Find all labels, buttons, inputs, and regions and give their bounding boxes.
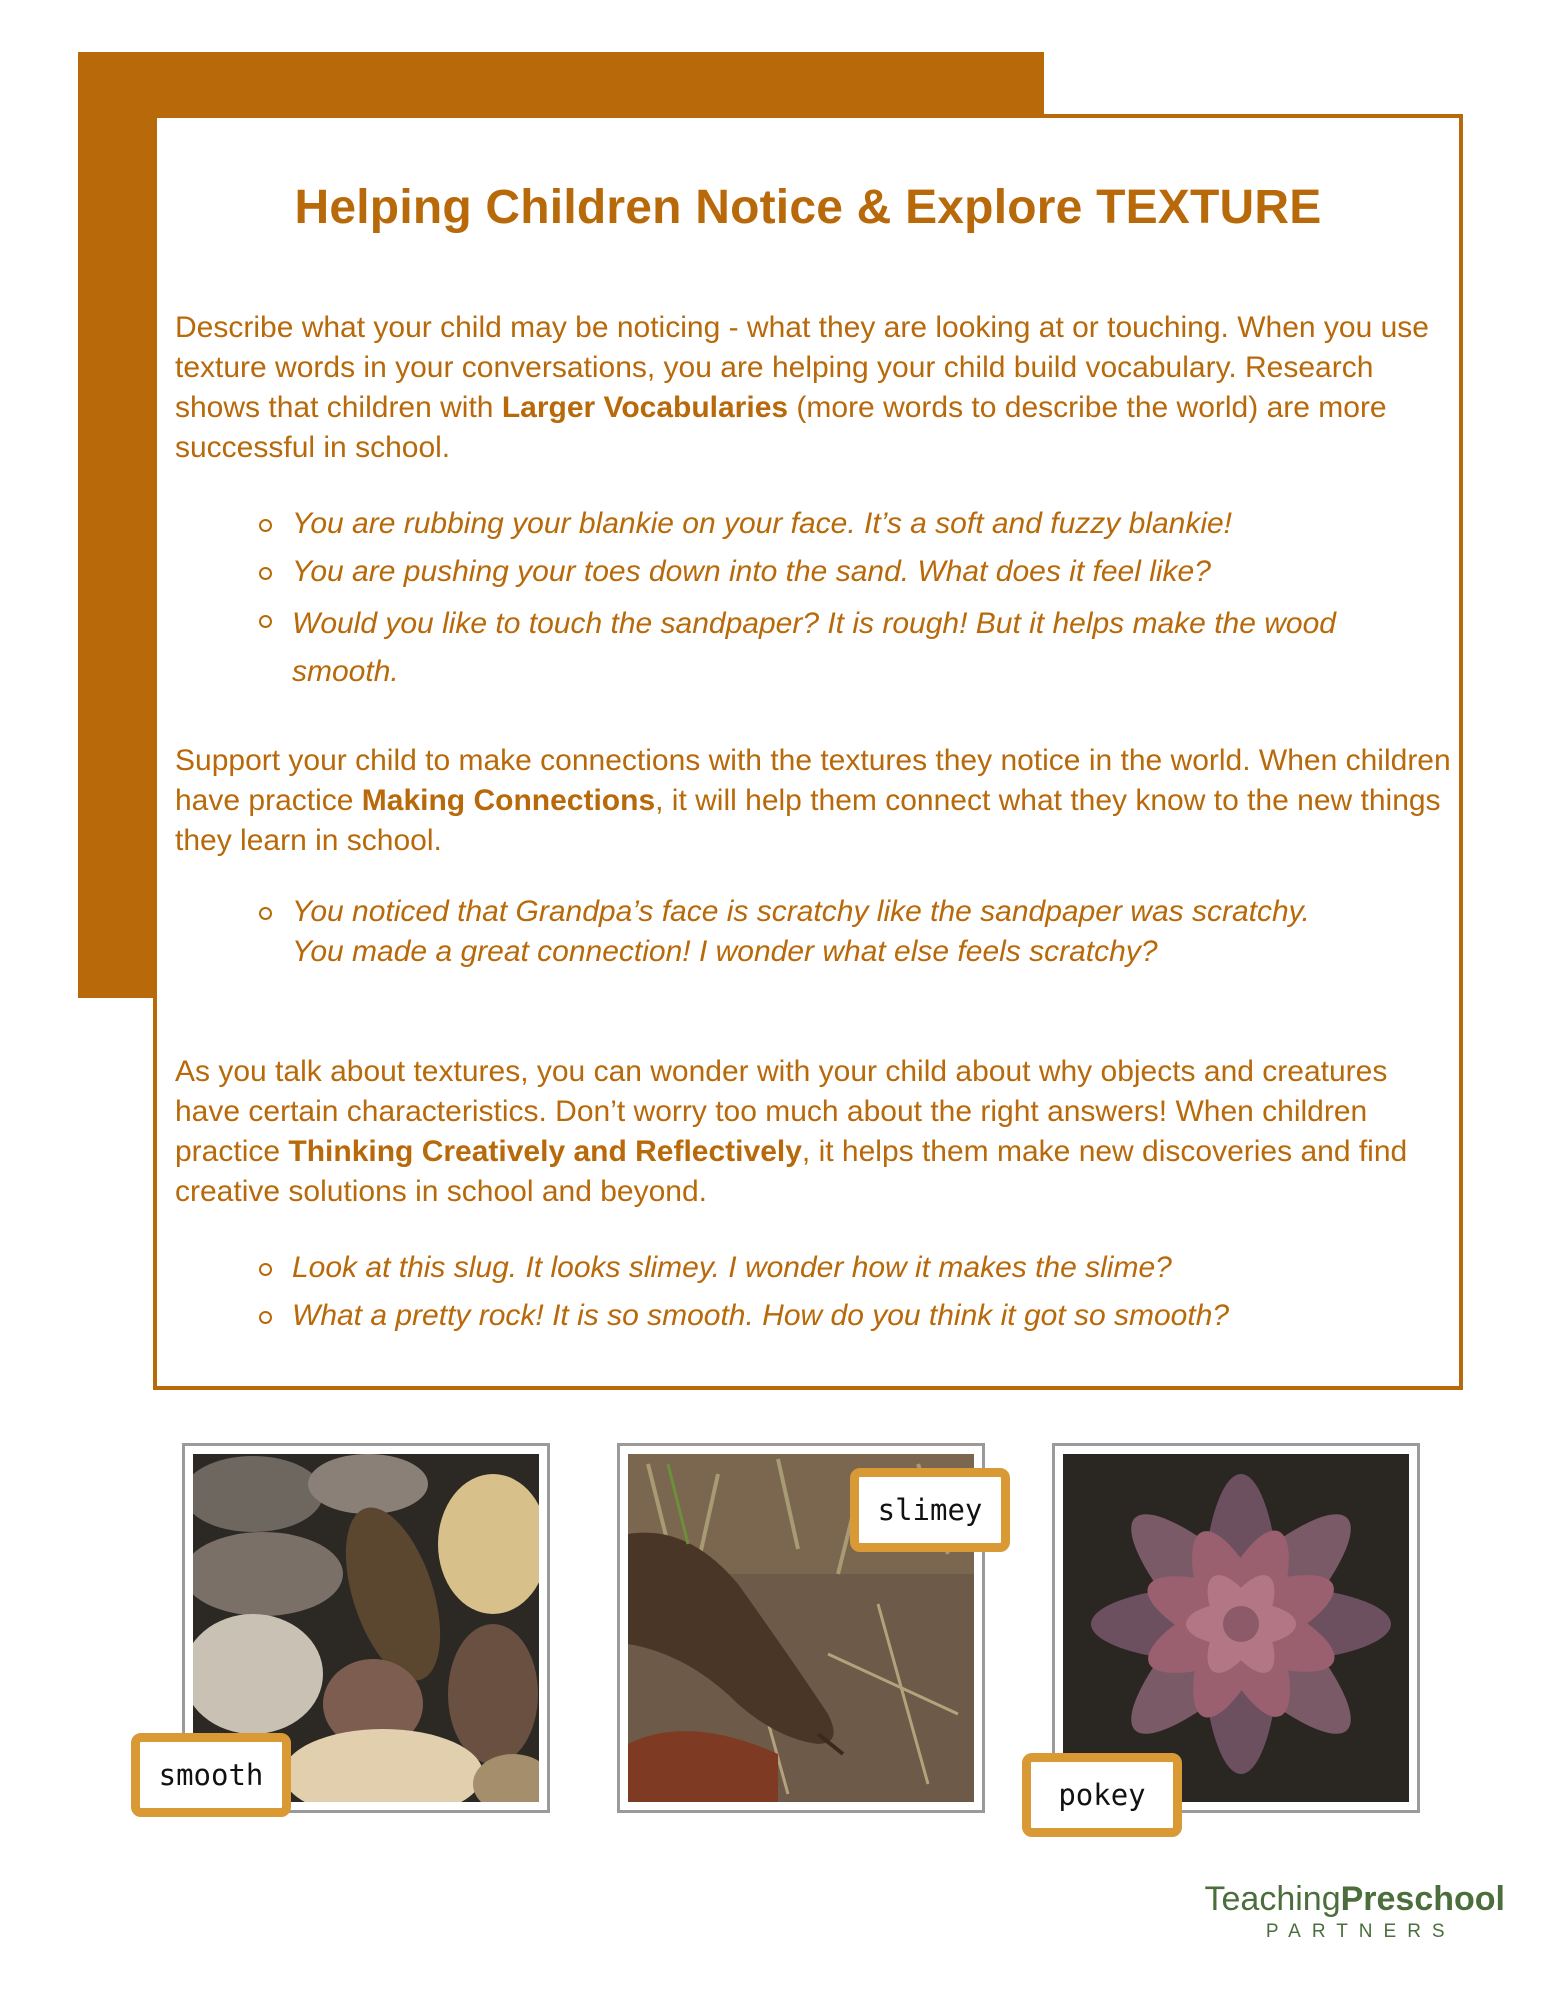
content-card — [153, 114, 1463, 1390]
paragraph-text: Describe what your child may be noticing - what they are looking at or touching. When you use texture words in your conversations, you are helping your child build vocabulary. Research shows that children with — [175, 311, 1429, 424]
example-list — [157, 1248, 1412, 1336]
key-term: Making Connections — [361, 784, 656, 817]
paragraph-text: , it will help them connect what they know to the new things they learn in school. — [175, 784, 1441, 857]
texture-label-tag: slimey — [850, 1468, 1010, 1552]
creative-paragraph — [175, 1052, 1455, 1212]
list-item: You are pushing your toes down into the sand. What does it feel like? — [157, 552, 1412, 592]
succulent-image — [1063, 1454, 1409, 1802]
list-item: Would you like to touch the sandpaper? It is rough! But it helps make the wood smooth. — [157, 600, 1412, 696]
paragraph-text: , it helps them make new discoveries and find creative solutions in school and beyond. — [175, 1135, 1408, 1208]
example-list — [157, 504, 1412, 704]
intro-paragraph — [175, 308, 1455, 468]
paragraph-text: Support your child to make connections with the textures they notice in the world. When children have practice — [175, 744, 1451, 817]
brand-logo — [1205, 1880, 1506, 1943]
texture-label-tag: pokey — [1022, 1753, 1182, 1837]
logo-wordmark — [1205, 1880, 1506, 1919]
logo-subtitle: PARTNERS — [1265, 1921, 1456, 1942]
logo-word: Preschool — [1340, 1880, 1505, 1918]
logo-word: Teaching — [1204, 1880, 1341, 1918]
example-list — [157, 892, 1332, 972]
list-item: You noticed that Grandpa’s face is scratchy like the sandpaper was scratchy. You made a great connection! I wonder what else feels scratchy? — [157, 892, 1332, 972]
connections-paragraph — [175, 741, 1455, 861]
key-term: Thinking Creatively and Reflectively — [288, 1135, 802, 1168]
list-item: You are rubbing your blankie on your face. It’s a soft and fuzzy blankie! — [157, 504, 1412, 544]
texture-label-tag: smooth — [131, 1733, 291, 1817]
key-term: Larger Vocabularies — [501, 391, 789, 424]
list-item: What a pretty rock! It is so smooth. How do you think it got so smooth? — [157, 1296, 1412, 1336]
page-title: Helping Children Notice & Explore TEXTURE — [294, 181, 1322, 234]
list-item: Look at this slug. It looks slimey. I wonder how it makes the slime? — [157, 1248, 1412, 1288]
paragraph-text: (more words to describe the world) are more successful in school. — [175, 391, 1387, 464]
paragraph-text: As you talk about textures, you can wonder with your child about why objects and creatures have certain characteristics. Don’t worry too much about the right answers! When children practice — [175, 1055, 1388, 1168]
